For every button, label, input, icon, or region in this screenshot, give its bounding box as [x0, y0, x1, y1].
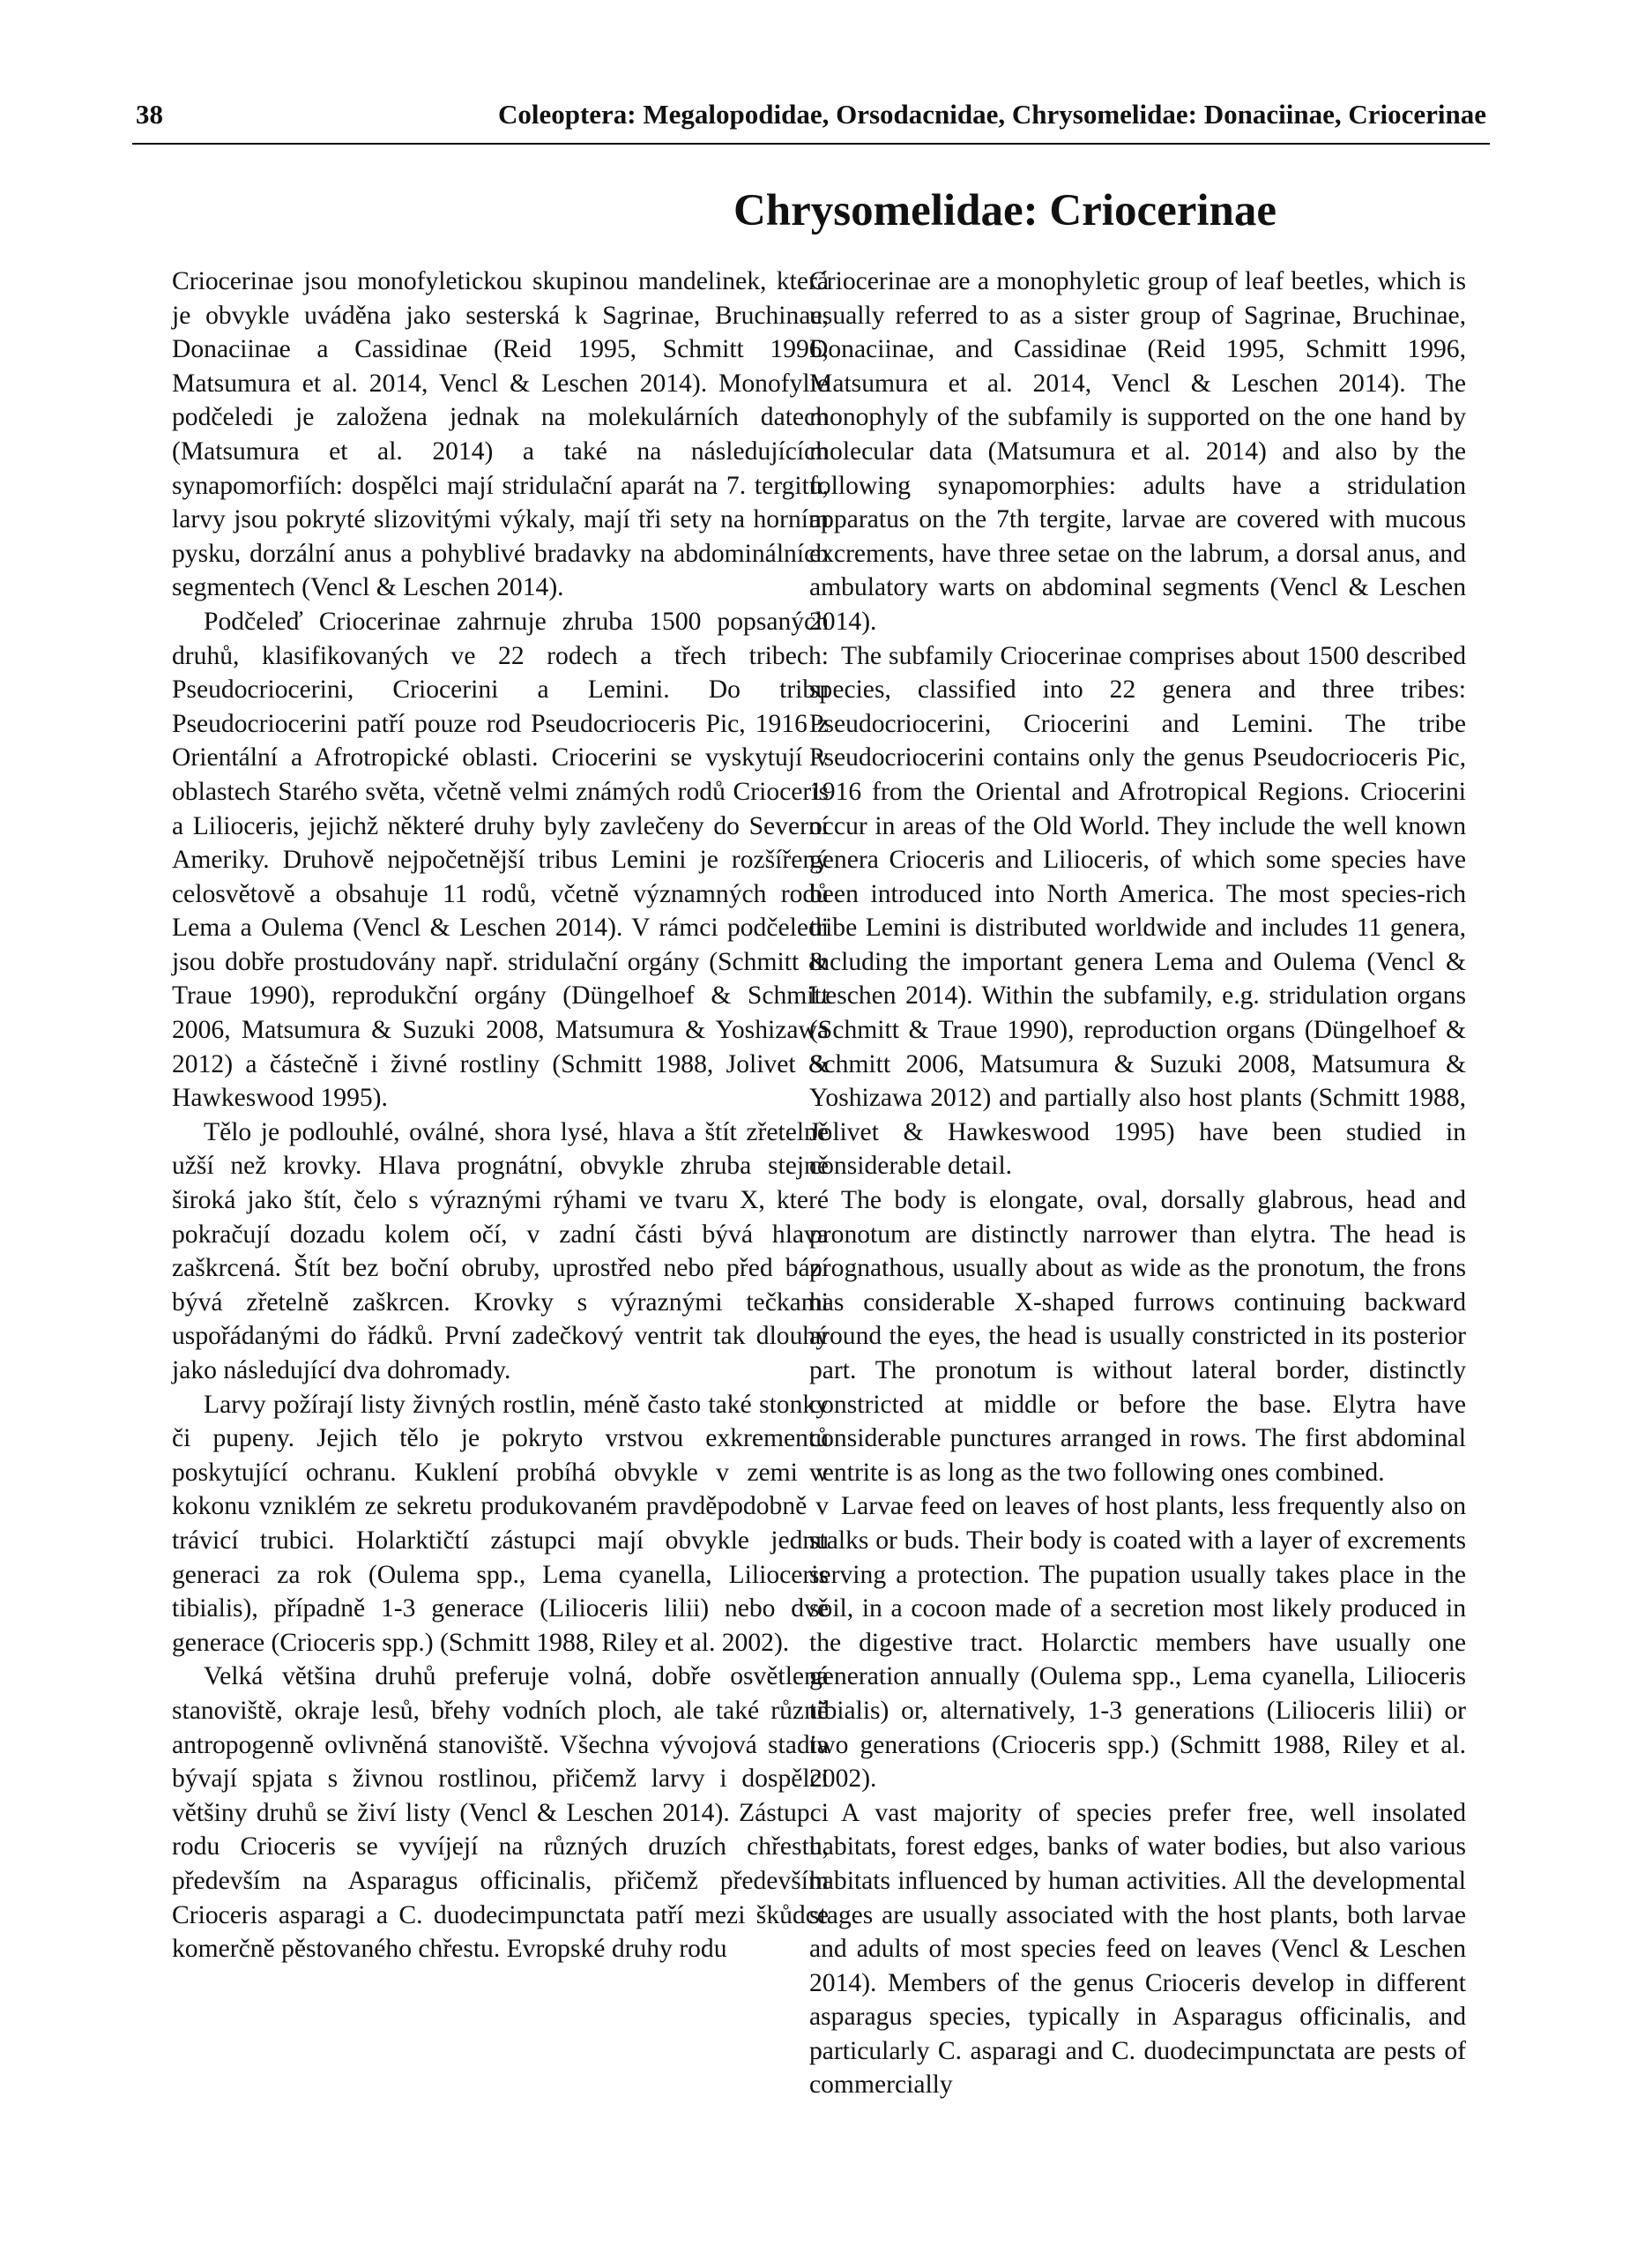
- czech-column: [172, 265, 829, 1966]
- english-paragraph: Criocerinae are a monophyletic group of leaf beetles, which is usually referred to as a sister group of Sagrinae, Bruchinae, Donaciinae, and Cassidinae (Reid 1995, Schmitt 1996, Matsumura et al. 2014, Vencl & Leschen 2014). The monophyly of the subfamily is supported on the one hand by molecular data (Matsumura et al. 2014) and also by the following synapomorphies: adults have a stridulation apparatus on the 7th tergite, larvae are covered with mucous excrements, have three setae on the labrum, a dorsal anus, and ambulatory warts on abdominal segments (Vencl & Leschen 2014).: [809, 267, 1466, 636]
- czech-paragraph: Podčeleď Criocerinae zahrnuje zhruba 1500 popsaných druhů, klasifikovaných ve 22 rodech a třech tribech: Pseudocriocerini, Criocerini a Lemini. Do tribu Pseudocriocerini patří pouze rod Pseudocrioceris Pic, 1916 z Orientální a Afrotropické oblasti. Criocerini se vyskytují v oblastech Starého světa, včetně velmi známých rodů Crioceris a Lilioceris, jejichž některé druhy byly zavlečeny do Severní Ameriky. Druhově nejpočetnější tribus Lemini je rozšířený celosvětově a obsahuje 11 rodů, včetně významných rodů Lema a Oulema (Vencl & Leschen 2014). V rámci podčeledi jsou dobře prostudovány např. stridulační orgány (Schmitt & Traue 1990), reprodukční orgány (Düngelhoef & Schmitt 2006, Matsumura & Suzuki 2008, Matsumura & Yoshizawa 2012) a částečně i živné rostliny (Schmitt 1988, Jolivet & Hawkeswood 1995).: [172, 607, 829, 1113]
- english-paragraph: A vast majority of species prefer free, well insolated habitats, forest edges, banks of water bodies, but also various habitats influenced by human activities. All the developmental stages are usually associated with the host plants, both larvae and adults of most species feed on leaves (Vencl & Leschen 2014). Members of the genus Crioceris develop in different asparagus species, typically in Asparagus officinalis, and particularly C. asparagi and C. duodecimpunctata are pests of commercially: [809, 1798, 1466, 2100]
- english-paragraph: The body is elongate, oval, dorsally glabrous, head and pronotum are distinctly narrower than elytra. The head is prognathous, usually about as wide as the pronotum, the frons has considerable X-shaped furrows continuing backward around the eyes, the head is usually constricted in its posterior part. The pronotum is without lateral border, distinctly constricted at middle or before the base. Elytra have considerable punctures arranged in rows. The first abdominal ventrite is as long as the two following ones combined.: [809, 1186, 1466, 1487]
- czech-paragraph: Criocerinae jsou monofyletickou skupinou mandelinek, která je obvykle uváděna jako sesterská k Sagrinae, Bruchinae, Donaciinae a Cassidinae (Reid 1995, Schmitt 1996, Matsumura et al. 2014, Vencl & Leschen 2014). Monofylie podčeledi je založena jednak na molekulárních datech (Matsumura et al. 2014) a také na následujících synapomorfiích: dospělci mají stridulační aparát na 7. tergitu, larvy jsou pokryté slizovitými výkaly, mají tři sety na horním pysku, dorzální anus a pohyblivé bradavky na abdominálních segmentech (Vencl & Leschen 2014).: [172, 267, 829, 602]
- czech-paragraph: Tělo je podlouhlé, oválné, shora lysé, hlava a štít zřetelně užší než krovky. Hlava prognátní, obvykle zhruba stejně široká jako štít, čelo s výraznými rýhami ve tvaru X, které pokračují dozadu kolem očí, v zadní části bývá hlava zaškrcená. Štít bez boční obruby, uprostřed nebo před bází bývá zřetelně zaškrcen. Krovky s výraznými tečkami uspořádanými do řádků. První zadečkový ventrit tak dlouhý jako následující dva dohromady.: [172, 1117, 829, 1384]
- english-column: [809, 265, 1466, 2102]
- page-number: 38: [136, 99, 163, 130]
- running-header-title: Coleoptera: Megalopodidae, Orsodacnidae, Chrysomelidae: Donaciinae, Criocerinae: [497, 99, 1486, 130]
- running-header: [132, 95, 1490, 145]
- czech-paragraph: Larvy požírají listy živných rostlin, méně často také stonky či pupeny. Jejich tělo je pokryto vrstvou exkrementů poskytující ochranu. Kuklení probíhá obvykle v zemi v kokonu vzniklém ze sekretu produkovaném pravděpodobně v trávicí trubici. Holarktičtí zástupci mají obvykle jednu generaci za rok (Oulema spp., Lema cyanella, Lilioceris tibialis), případně 1-3 generace (Lilioceris lilii) nebo dvě generace (Crioceris spp.) (Schmitt 1988, Riley et al. 2002).: [172, 1390, 829, 1657]
- czech-paragraph: Velká většina druhů preferuje volná, dobře osvětlená stanoviště, okraje lesů, břehy vodních ploch, ale také různě antropogenně ovlivněná stanoviště. Všechna vývojová stadia bývají spjata s živnou rostlinou, přičemž larvy i dospělci většiny druhů se živí listy (Vencl & Leschen 2014). Zástupci rodu Crioceris se vyvíjejí na různých druzích chřestu, především na Asparagus officinalis, přičemž především Crioceris asparagi a C. duodecimpunctata patří mezi škůdce komerčně pěstovaného chřestu. Evropské druhy rodu: [172, 1662, 829, 1964]
- english-paragraph: Larvae feed on leaves of host plants, less frequently also on stalks or buds. Their body is coated with a layer of excrements serving a protection. The pupation usually takes place in the soil, in a cocoon made of a secretion most likely produced in the digestive tract. Holarctic members have usually one generation annually (Oulema spp., Lema cyanella, Lilioceris tibialis) or, alternatively, 1-3 generations (Lilioceris lilii) or two generations (Crioceris spp.) (Schmitt 1988, Riley et al. 2002).: [809, 1492, 1466, 1794]
- english-paragraph: The subfamily Criocerinae comprises about 1500 described species, classified into 22 genera and three tribes: Pseudocriocerini, Criocerini and Lemini. The tribe Pseudocriocerini contains only the genus Pseudocrioceris Pic, 1916 from the Oriental and Afrotropical Regions. Criocerini occur in areas of the Old World. They include the well known genera Crioceris and Lilioceris, of which some species have been introduced into North America. The most species-rich tribe Lemini is distributed worldwide and includes 11 genera, including the important genera Lema and Oulema (Vencl & Leschen 2014). Within the subfamily, e.g. stridulation organs (Schmitt & Traue 1990), reproduction organs (Düngelhoef & Schmitt 2006, Matsumura & Suzuki 2008, Matsumura & Yoshizawa 2012) and partially also host plants (Schmitt 1988, Jolivet & Hawkeswood 1995) have been studied in considerable detail.: [809, 641, 1466, 1181]
- section-title: Chrysomelidae: Criocerinae: [733, 186, 1277, 235]
